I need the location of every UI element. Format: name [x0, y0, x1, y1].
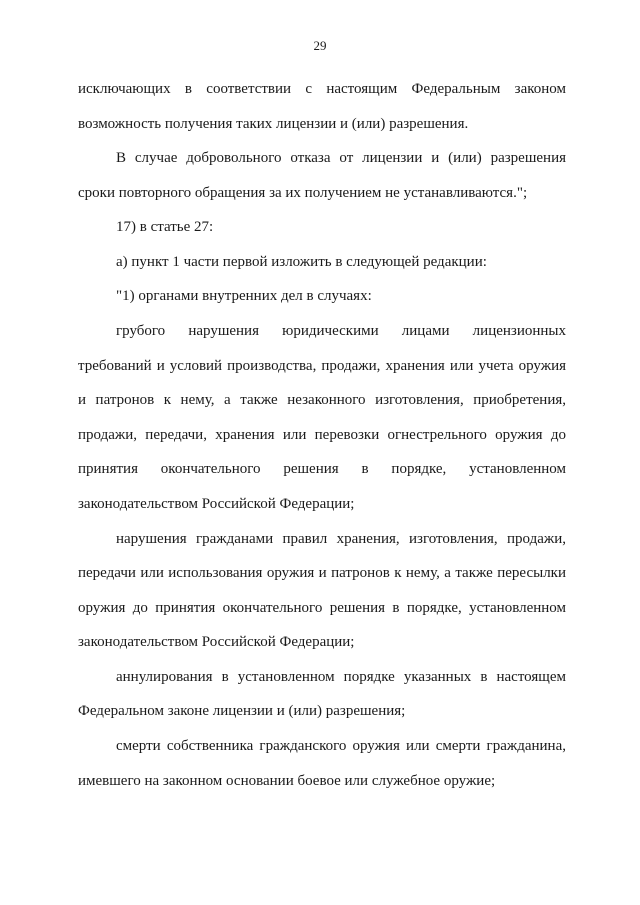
- text-line: оружия до принятия окончательного решения в порядке, установленном: [78, 600, 566, 616]
- text-line: Федеральном законе лицензии и (или) разрешения;: [78, 703, 406, 719]
- text-line: передачи или использования оружия и патронов к нему, а также пересылки: [78, 565, 566, 581]
- text-line: а) пункт 1 части первой изложить в следующей редакции:: [116, 254, 487, 270]
- text-line: и патронов к нему, а также незаконного изготовления, приобретения,: [78, 392, 566, 408]
- text-line: В случае добровольного отказа от лицензии и (или) разрешения: [116, 150, 566, 166]
- text-line: требований и условий производства, продажи, хранения или учета оружия: [78, 358, 566, 374]
- text-line: грубого нарушения юридическими лицами лицензионных: [116, 323, 566, 339]
- text-line: принятия окончательного решения в порядке, установленном: [78, 461, 566, 477]
- text-line: аннулирования в установленном порядке указанных в настоящем: [116, 669, 566, 685]
- text-line: возможность получения таких лицензии и (или) разрешения.: [78, 116, 469, 132]
- text-line: законодательством Российской Федерации;: [78, 496, 355, 512]
- text-line: нарушения гражданами правил хранения, изготовления, продажи,: [116, 531, 566, 547]
- text-line: смерти собственника гражданского оружия или смерти гражданина,: [116, 738, 566, 754]
- text-line: сроки повторного обращения за их получением не устанавливаются.";: [78, 185, 528, 201]
- text-line: законодательством Российской Федерации;: [78, 634, 355, 650]
- text-line: исключающих в соответствии с настоящим Федеральным законом: [78, 81, 566, 97]
- page-number: 29: [313, 38, 327, 53]
- text-line: "1) органами внутренних дел в случаях:: [116, 288, 372, 304]
- text-line: 17) в статье 27:: [116, 219, 214, 235]
- text-line: имевшего на законном основании боевое или служебное оружие;: [78, 773, 496, 789]
- text-line: продажи, передачи, хранения или перевозки огнестрельного оружия до: [78, 427, 566, 443]
